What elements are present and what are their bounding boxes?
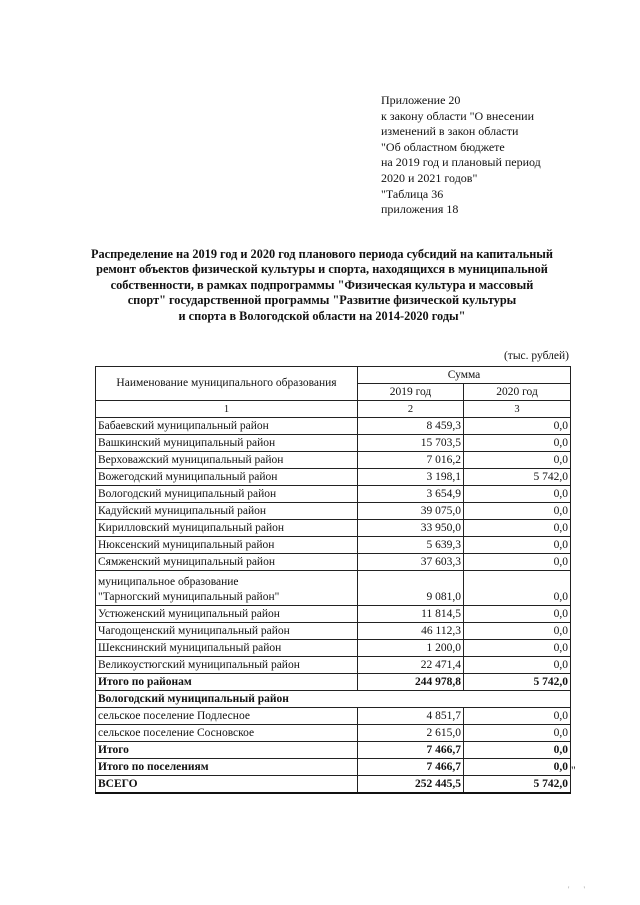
annex-line: приложения 18 — [381, 202, 459, 217]
row-value-2019: 252 445,5 — [358, 776, 464, 794]
table-row — [96, 725, 571, 742]
column-index: 2 — [358, 401, 464, 418]
column-index-row — [96, 401, 571, 418]
row-value-2019: 7 466,7 — [358, 759, 464, 776]
row-value-2020: 0,0 — [464, 759, 571, 776]
annex-line: "Об областном бюджете — [381, 139, 505, 154]
section-header-row — [96, 691, 571, 708]
row-value-2019: 46 112,3 — [358, 623, 464, 640]
row-value-2020: 0,0 — [464, 640, 571, 657]
row-value-2019: 11 814,5 — [358, 606, 464, 623]
section-header: Вологодский муниципальный район — [96, 691, 571, 708]
table-row — [96, 657, 571, 674]
row-name: Устюженский муниципальный район — [96, 606, 358, 623]
row-name: Итого — [96, 742, 358, 759]
subtotal-row — [96, 742, 571, 759]
row-name: Шекснинский муниципальный район — [96, 640, 358, 657]
row-name: Итого по поселениям — [96, 759, 358, 776]
title-line: собственности, в рамках подпрограммы "Физическая культура и массовый — [110, 277, 534, 292]
row-value-2019: 33 950,0 — [358, 520, 464, 537]
table-row — [96, 606, 571, 623]
row-value-2019: 3 198,1 — [358, 469, 464, 486]
row-name-line: "Тарногский муниципальный район" — [98, 591, 280, 603]
row-name: Великоустюгский муниципальный район — [96, 657, 358, 674]
row-value-2020: 0,0 — [464, 623, 571, 640]
column-index: 3 — [464, 401, 571, 418]
row-value-2019: 2 615,0 — [358, 725, 464, 742]
table-row — [96, 554, 571, 571]
table-row — [96, 486, 571, 503]
row-value-2019: 8 459,3 — [358, 418, 464, 435]
row-name: Вашкинский муниципальный район — [96, 435, 358, 452]
row-value-2019: 22 471,4 — [358, 657, 464, 674]
row-name: Вожегодский муниципальный район — [96, 469, 358, 486]
row-name: ВСЕГО — [96, 776, 358, 794]
row-value-2019: 3 654,9 — [358, 486, 464, 503]
column-index: 1 — [96, 401, 358, 418]
row-value-2020: 0,0 — [464, 503, 571, 520]
row-value-2020: 0,0 — [464, 554, 571, 571]
row-name: Сямженский муниципальный район — [96, 554, 358, 571]
title-line: Распределение на 2019 год и 2020 год планового периода субсидий на капитальный — [90, 247, 553, 261]
subtotal-row — [96, 674, 571, 691]
table-header-row — [96, 367, 571, 384]
table-row — [96, 571, 571, 606]
row-value-2020: 0,0 — [464, 571, 571, 606]
table-row — [96, 708, 571, 725]
page-marks: ' ' — [568, 885, 591, 894]
table-row — [96, 452, 571, 469]
row-name: Кадуйский муниципальный район — [96, 503, 358, 520]
row-name: Бабаевский муниципальный район — [96, 418, 358, 435]
row-value-2019: 4 851,7 — [358, 708, 464, 725]
header-2020: 2020 год — [464, 384, 571, 401]
table-row — [96, 435, 571, 452]
row-value-2020: 0,0 — [464, 452, 571, 469]
row-value-2020: 0,0 — [464, 486, 571, 503]
row-value-2020: 0,0 — [464, 435, 571, 452]
row-value-2019: 7 016,2 — [358, 452, 464, 469]
row-value-2020: 0,0 — [464, 606, 571, 623]
row-value-2019: 5 639,3 — [358, 537, 464, 554]
row-value-2020: 0,0 — [464, 537, 571, 554]
title-line: и спорта в Вологодской области на 2014-2020 годы" — [178, 308, 466, 323]
table-row — [96, 469, 571, 486]
row-value-2019: 15 703,5 — [358, 435, 464, 452]
row-value-2020: 5 742,0 — [464, 469, 571, 486]
table-row — [96, 418, 571, 435]
title-line: ремонт объектов физической культуры и спорта, находящихся в муниципальной — [96, 262, 548, 277]
subtotal-row — [96, 759, 571, 776]
annex-line: к закону области "О внесении — [381, 108, 534, 123]
row-value-2020: 0,0 — [464, 418, 571, 435]
row-name: Итого по районам — [96, 674, 358, 691]
row-name: сельское поселение Подлесное — [96, 708, 358, 725]
table-row — [96, 503, 571, 520]
row-name: Нюксенский муниципальный район — [96, 537, 358, 554]
row-value-2020: 5 742,0 — [464, 674, 571, 691]
annex-line: 2020 и 2021 годов" — [381, 170, 478, 185]
header-2019: 2019 год — [358, 384, 464, 401]
row-name: Чагодощенский муниципальный район — [96, 623, 358, 640]
header-name: Наименование муниципального образования — [96, 367, 358, 401]
row-value-2020: 0,0 — [464, 708, 571, 725]
annex-line: на 2019 год и плановый период — [381, 155, 541, 170]
row-value-2020: 0,0 — [464, 742, 571, 759]
row-value-2020: 0,0 — [464, 657, 571, 674]
grand-total-row — [96, 776, 571, 794]
subsidy-table — [95, 366, 571, 794]
row-value-2020: 5 742,0 — [464, 776, 571, 794]
annex-line: Приложение 20 — [381, 93, 461, 107]
row-value-2019: 7 466,7 — [358, 742, 464, 759]
annex-line: "Таблица 36 — [381, 186, 444, 201]
row-value-2020: 0,0 — [464, 725, 571, 742]
row-value-2019: 37 603,3 — [358, 554, 464, 571]
row-value-2019: 1 200,0 — [358, 640, 464, 657]
document-title — [80, 247, 564, 324]
title-line: спорт" государственной программы "Развитие физической культуры — [127, 293, 517, 308]
closing-quote: " — [571, 765, 576, 777]
row-value-2019: 39 075,0 — [358, 503, 464, 520]
table-row — [96, 640, 571, 657]
row-name: сельское поселение Сосновское — [96, 725, 358, 742]
units-label: (тыс. рублей) — [503, 350, 569, 362]
annex-reference — [381, 93, 601, 218]
row-value-2019: 244 978,8 — [358, 674, 464, 691]
table-row — [96, 537, 571, 554]
table-row — [96, 520, 571, 537]
header-sum: Сумма — [358, 367, 571, 384]
annex-line: изменений в закон области — [381, 124, 519, 139]
row-name: Верховажский муниципальный район — [96, 452, 358, 469]
row-name: Кирилловский муниципальный район — [96, 520, 358, 537]
row-value-2020: 0,0 — [464, 520, 571, 537]
row-name — [96, 571, 358, 606]
table-row — [96, 623, 571, 640]
row-value-2019: 9 081,0 — [358, 571, 464, 606]
row-name: Вологодский муниципальный район — [96, 486, 358, 503]
row-name-line: муниципальное образование — [98, 576, 239, 588]
